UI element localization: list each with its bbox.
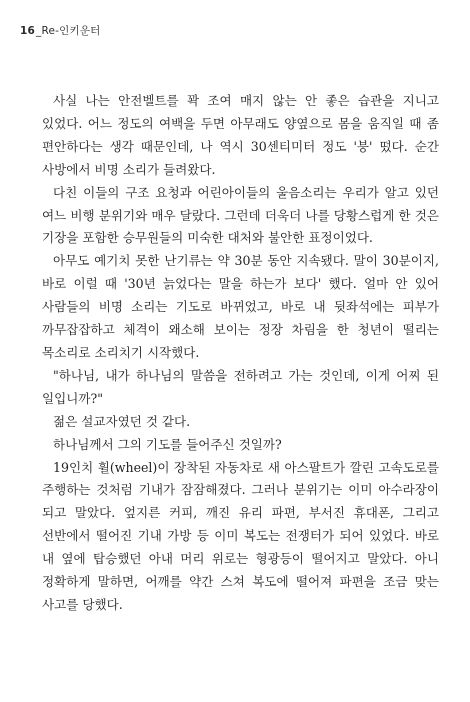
paragraph-6: 하나님께서 그의 기도를 들어주신 것일까? [53,436,282,452]
running-header [20,23,101,38]
paragraph-2: 다친 이들의 구조 요청과 어린아이들의 울음소리는 우리가 알고 있던 여느 비행 분위기와 매우 달랐다. 그런데 더욱더 나를 당황스럽게 한 것은 기장을 포함한 승무원들의 미숙한 대처와 불안한 표정이었다. [42,184,439,246]
paragraph-7: 19인치 휠(wheel)이 장착된 자동차로 새 아스팔트가 깔린 고속도로를 주행하는 것처럼 기내가 잠잠해졌다. 그러나 분위기는 이미 아수라장이 되고 말았다. 엎지른 커피, 깨진 유리 파편, 부서진 휴대폰, 그리고 선반에서 떨어진 기내 가방 등 이미 복도는 전쟁터가 되어 있었다. 바로 내 옆에 탑승했던 아내 머리 위로는 형광등이 떨어지고 말았다. 아니 정확하게 말하면, 어깨를 약간 스쳐 복도에 떨어져 파편을 조금 맞는 사고를 당했다. [42,459,439,612]
body-text [42,90,439,617]
page-number: 16 [20,25,36,37]
paragraph-3: 아무도 예기치 못한 난기류는 약 30분 동안 지속됐다. 말이 30분이지, 바로 이럴 때 '30년 늙었다는 말을 하는가 보다' 했다. 얼마 안 있어 사람들의 비명 소리는 기도로 바뀌었고, 바로 내 뒷좌석에는 피부가 까무잡잡하고 체격이 왜소해 보이는 정장 차림을 한 청년이 떨리는 목소리로 소리치기 시작했다. [42,253,439,360]
running-title: _Re-인키운터 [36,25,101,37]
paragraph-1: 사실 나는 안전벨트를 꽉 조여 매지 않는 안 좋은 습관을 지니고 있었다. 어느 정도의 여백을 두면 아무래도 양옆으로 몸을 움직일 때 좀 편안하다는 생각 때문인데, 나 역시 30센티미터 정도 '붕' 떴다. 순간 사방에서 비명 소리가 들려왔다. [42,93,439,177]
paragraph-5: 젊은 설교자였던 것 같다. [53,413,191,429]
paragraph-4-quote: "하나님, 내가 하나님의 말씀을 전하려고 가는 것인데, 이게 어찌 된 일입니까?" [42,367,439,406]
